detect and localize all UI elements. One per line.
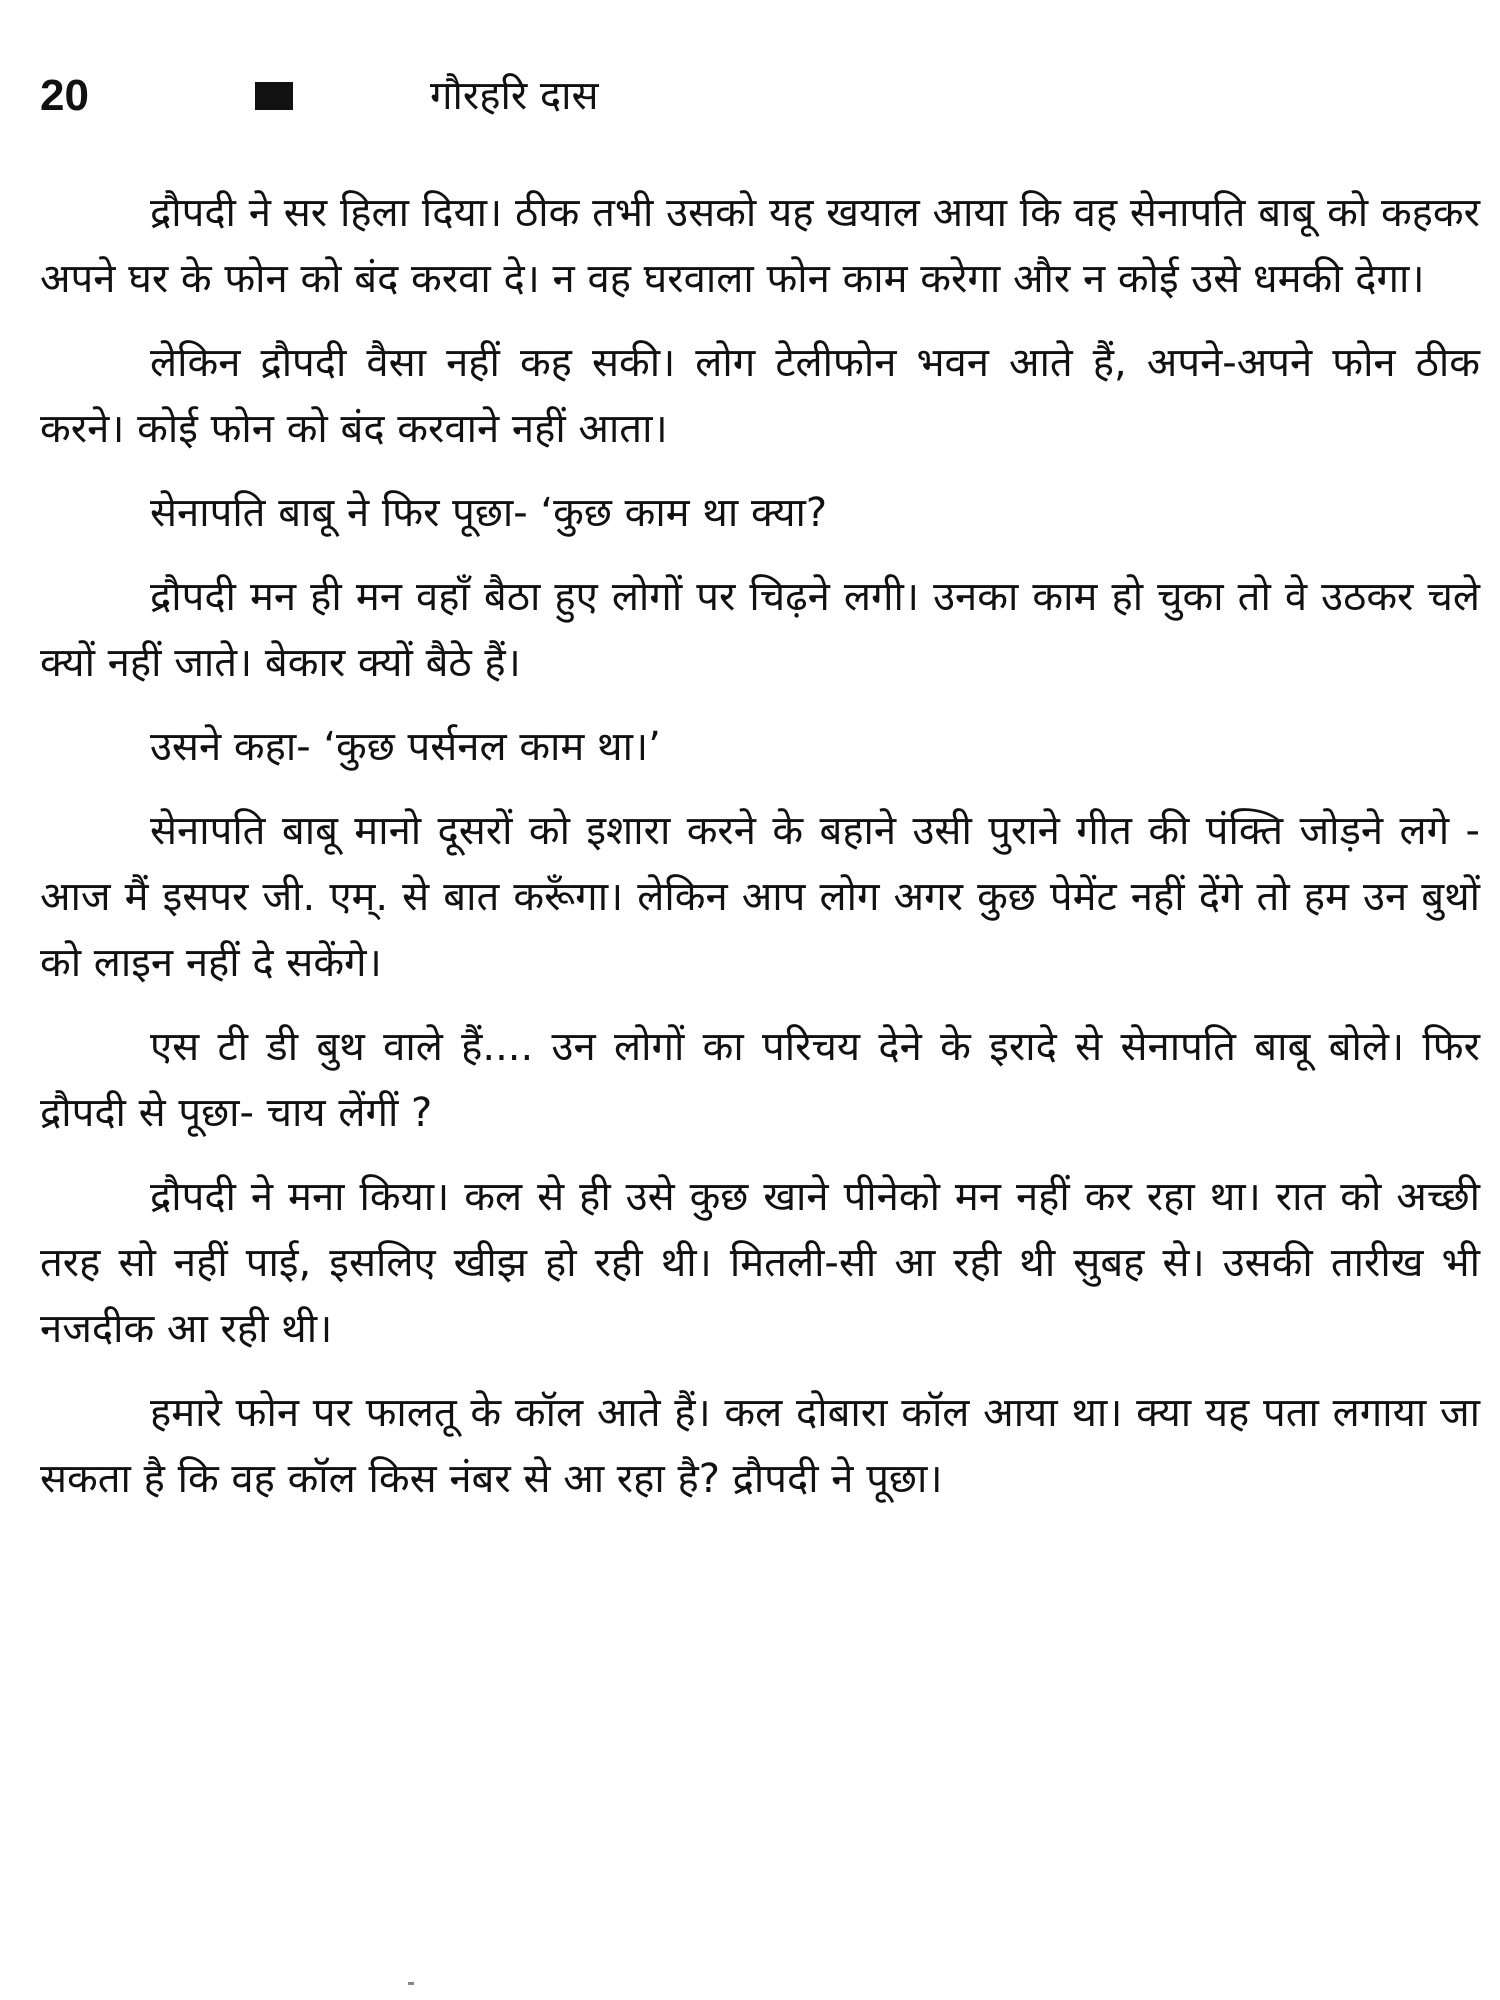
paragraph: हमारे फोन पर फालतू के कॉल आते हैं। कल दोबारा कॉल आया था। क्या यह पता लगाया जा सकता है कि वह कॉल किस नंबर से आ रहा है? द्रौपदी ने पूछा। [40, 1390, 1480, 1502]
paragraph: सेनापति बाबू मानो दूसरों को इशारा करने के बहाने उसी पुराने गीत की पंक्ति जोड़ने लगे - आज मैं इसपर जी. एम्. से बात करूँगा। लेकिन आप लोग अगर कुछ पेमेंट नहीं देंगे तो हम उन बुथों को लाइन नहीं दे सकेंगे। [40, 808, 1480, 986]
paragraph: उसने कहा- ‘कुछ पर्सनल काम था।’ [150, 724, 661, 770]
paragraph: द्रौपदी ने सर हिला दिया। ठीक तभी उसको यह खयाल आया कि वह सेनापति बाबू को कहकर अपने घर के फोन को बंद करवा दे। न वह घरवाला फोन काम करेगा और न कोई उसे धमकी देगा। [40, 190, 1480, 302]
paragraph: लेकिन द्रौपदी वैसा नहीं कह सकी। लोग टेलीफोन भवन आते हैं, अपने-अपने फोन ठीक करने। कोई फोन को बंद करवाने नहीं आता। [40, 340, 1480, 452]
body-text [40, 180, 1480, 1530]
page-header [40, 66, 1480, 126]
paragraph: द्रौपदी मन ही मन वहाँ बैठा हुए लोगों पर चिढ़ने लगी। उनका काम हो चुका तो वे उठकर चले क्यों नहीं जाते। बेकार क्यों बैठे हैं। [40, 574, 1480, 686]
paragraph: एस टी डी बुथ वाले हैं.... उन लोगों का परिचय देने के इरादे से सेनापति बाबू बोले। फिर द्रौपदी से पूछा- चाय लेंगीं ? [40, 1024, 1480, 1136]
black-square-ornament [255, 82, 293, 110]
paragraph: द्रौपदी ने मना किया। कल से ही उसे कुछ खाने पीनेको मन नहीं कर रहा था। रात को अच्छी तरह सो नहीं पाई, इसलिए खीझ हो रही थी। मितली-सी आ रही थी सुबह से। उसकी तारीख भी नजदीक आ रही थी। [40, 1174, 1480, 1352]
page-number: 20 [40, 71, 89, 120]
running-head-author: गौरहरि दास [430, 73, 599, 119]
paragraph: सेनापति बाबू ने फिर पूछा- ‘कुछ काम था क्या? [150, 490, 828, 536]
scan-speck [408, 1982, 414, 1985]
